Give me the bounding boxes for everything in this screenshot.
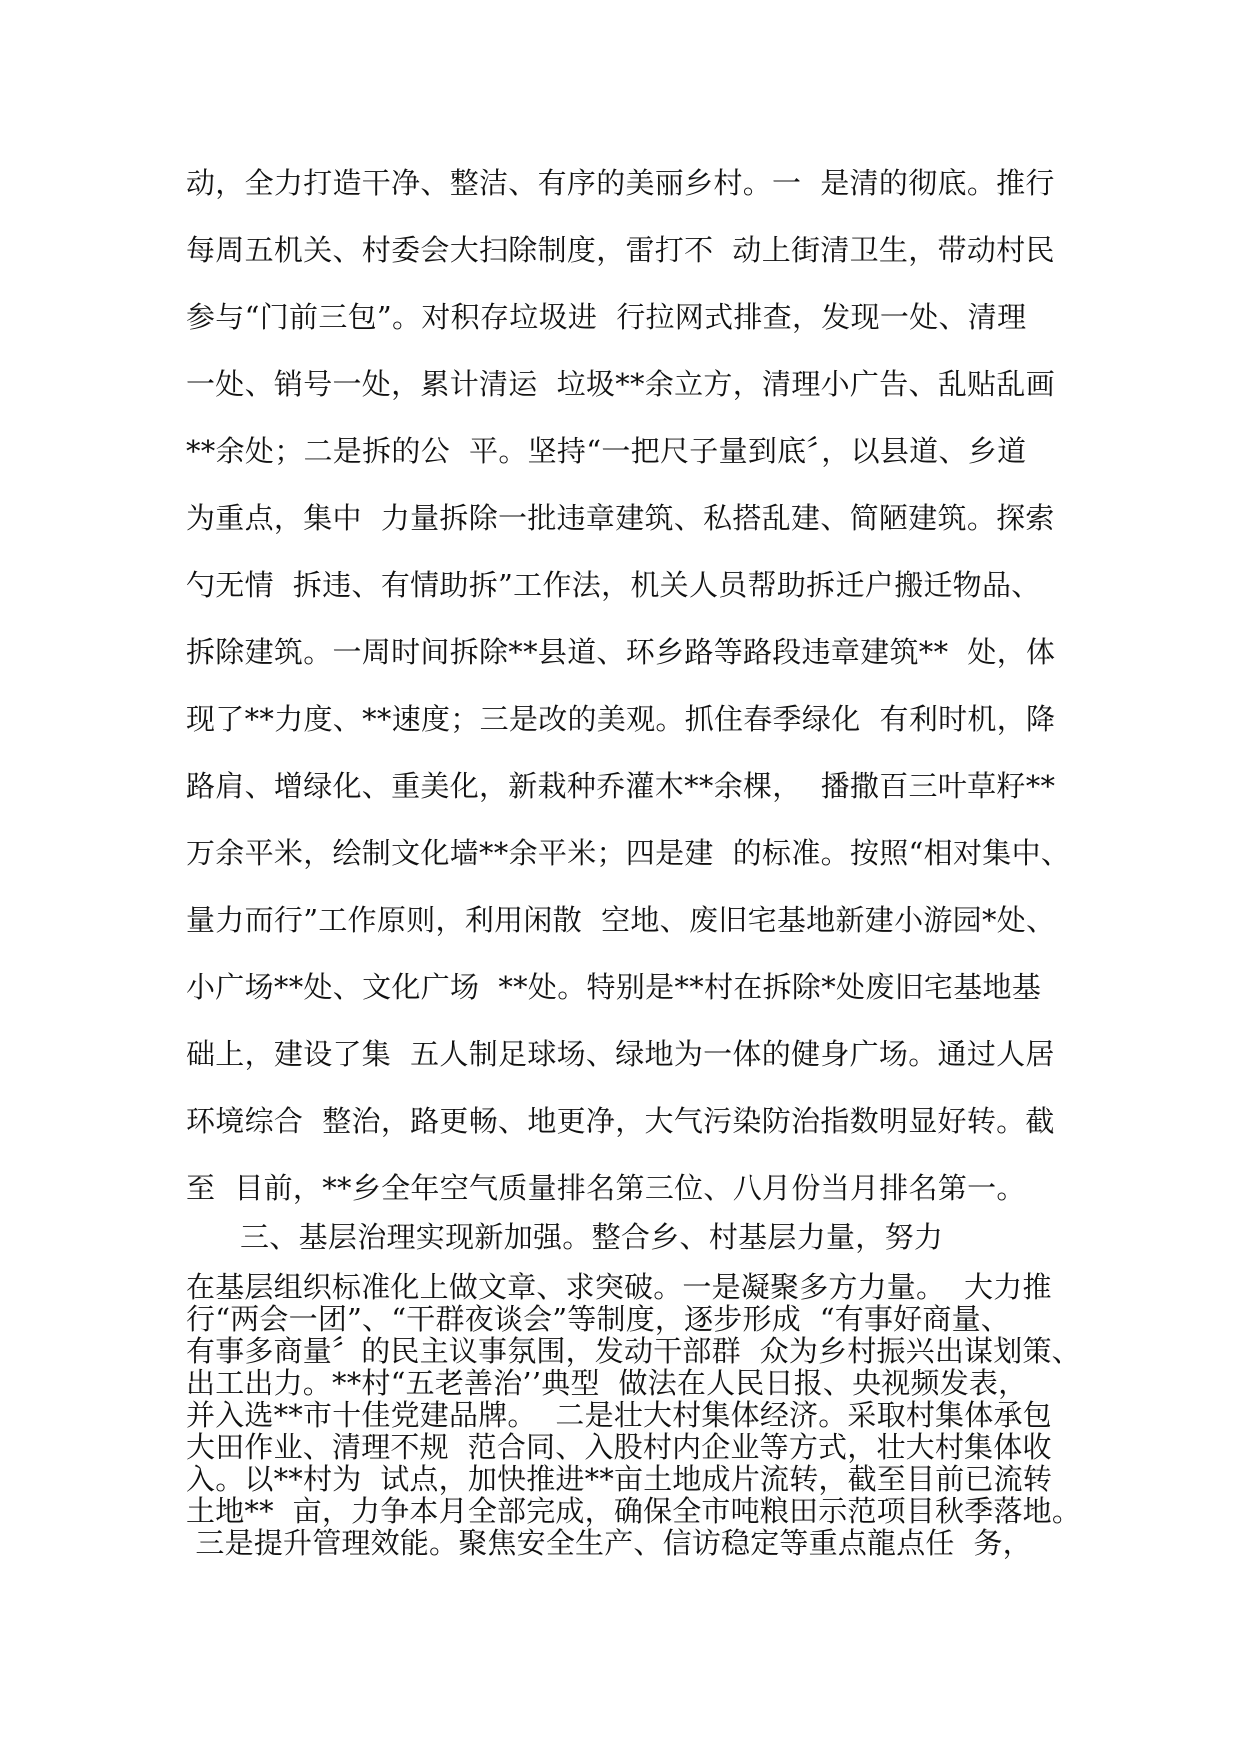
text-line: 至 目前，**乡全年空气质量排名第三位、八月份当月排名第一。 (186, 1171, 1026, 1205)
paragraph-grassroots-governance (186, 1271, 1106, 1559)
text-line: 万余平米，绘制文化墙**余平米；四是建 的标准。按照“相对集中、 (186, 836, 1071, 870)
text-line: 勺无情 拆违、有情助拆”工作法，机关人员帮助拆迁户搬迁物品、 (186, 568, 1041, 602)
text-line: 础上，建设了集 五人制足球场、绿地为一体的健身广场。通过人居 (186, 1037, 1055, 1071)
text-line: **余处；二是拆的公 平。坚持“一把尺子量到底〞，以县道、乡道 (186, 434, 1027, 468)
text-line: 路肩、增绿化、重美化，新栽种乔灌木**余棵， 播撒百三叶草籽** (186, 769, 1056, 803)
text-line: 入。以**村为 试点，加快推进**亩土地成片流转，截至目前已流转 (186, 1462, 1053, 1496)
text-line: 现了**力度、**速度；三是改的美观。抓住春季绿化 有利时机，降 (186, 702, 1056, 736)
text-line: 参与“门前三包”。对积存垃圾进 行拉网式排查，发现一处、清理 (186, 300, 1027, 334)
text-line: 拆除建筑。一周时间拆除**县道、环乡路等路段违章建筑** 处，体 (186, 635, 1056, 669)
paragraph-environment-improvement (186, 150, 1086, 1222)
text-line: 行“两会一团”、“干群夜谈会”等制度，逐步形成 “有事好商量、 (186, 1302, 1010, 1336)
text-line: 出工出力。**村“五老善治’’典型 做法在人民日报、央视频发表， (186, 1366, 1028, 1400)
text-line: 环境综合 整治，路更畅、地更净，大气污染防治指数明显好转。截 (186, 1104, 1055, 1138)
text-line: 量力而行”工作原则，利用闲散 空地、废旧宅基地新建小游园*处、 (186, 903, 1056, 937)
text-line: 土地** 亩，力争本月全部完成，确保全市吨粮田示范项目秋季落地。 (186, 1494, 1082, 1528)
text-line: 为重点，集中 力量拆除一批违章建筑、私搭乱建、简陋建筑。探索 (186, 501, 1055, 535)
text-line: 一处、销号一处，累计清运 垃圾**余立方，清理小广告、乱贴乱画 (186, 367, 1056, 401)
text-line: 动，全力打造干净、整洁、有序的美丽乡村。一 是清的彻底。推行 (186, 166, 1055, 200)
text-line: 在基层组织标准化上做文章、求突破。一是凝聚多方力量。 大力推 (186, 1270, 1052, 1304)
text-line: 大田作业、清理不规 范合同、入股村内企业等方式，壮大村集体收 (186, 1430, 1052, 1464)
text-line: 三是提升管理效能。聚焦安全生产、信访稳定等重点龍点任 务， (186, 1526, 1032, 1560)
text-line: 有事多商量〞的民主议事氛围，发动干部群 众为乡村振兴出谋划策、 (186, 1334, 1081, 1368)
text-line: 并入选**市十佳党建品牌。 二是壮大村集体经济。采取村集体承包 (186, 1398, 1052, 1432)
text-line: 小广场**处、文化广场 **处。特别是**村在拆除*处废旧宅基地基 (186, 970, 1042, 1004)
section-heading: 三、基层治理实现新加强。整合乡、村基层力量，努力 (240, 1220, 944, 1254)
text-line: 每周五机关、村委会大扫除制度，雷打不 动上街清卫生，带动村民 (186, 233, 1055, 267)
